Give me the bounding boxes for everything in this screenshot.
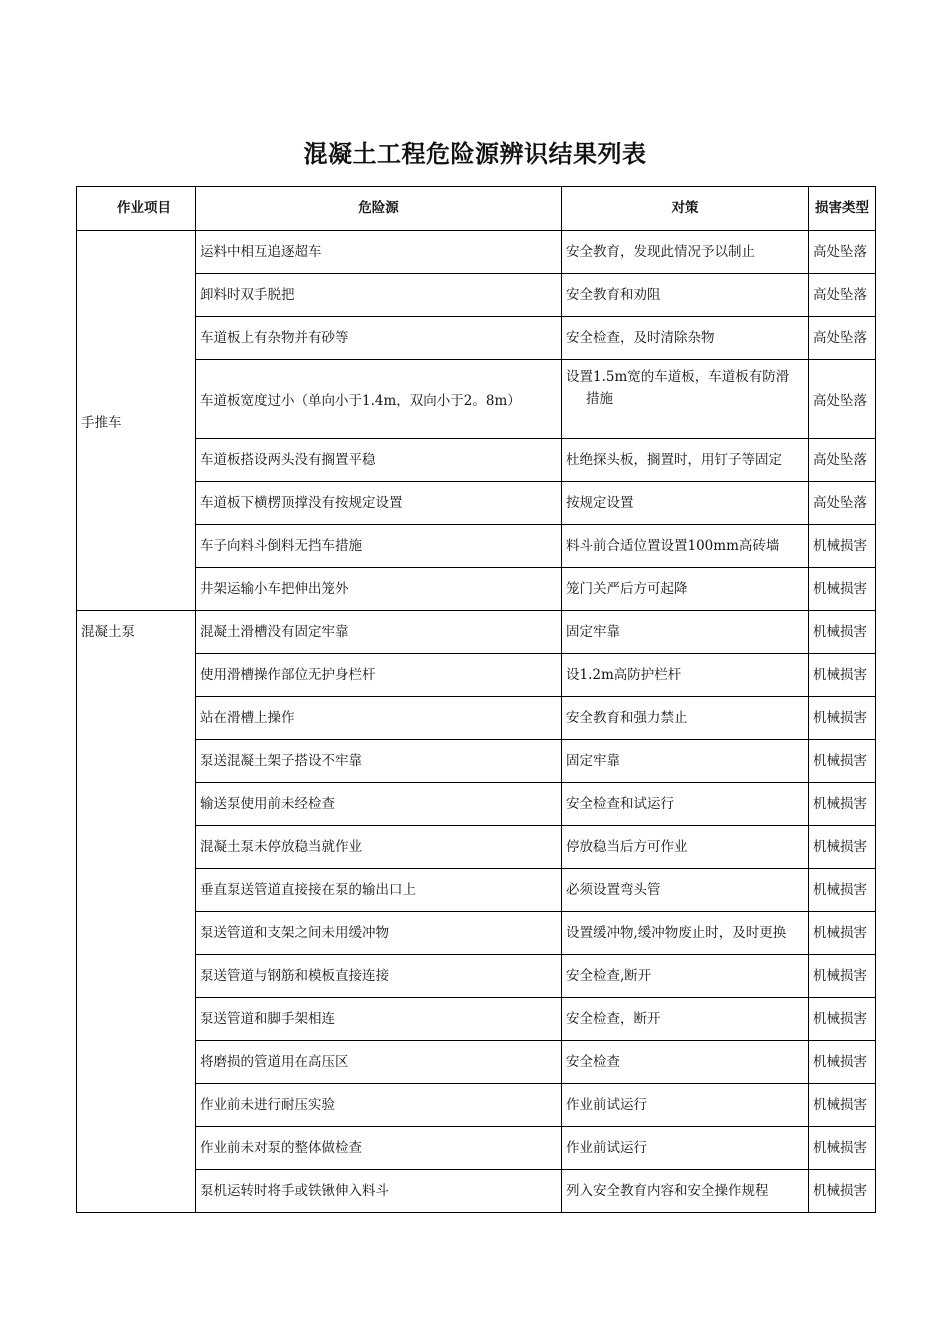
cell-hazard: 运料中相互追逐超车 (196, 231, 562, 274)
table-row (77, 1127, 876, 1170)
cell-measure: 作业前试运行 (562, 1084, 809, 1127)
cell-hazard: 混凝土滑槽没有固定牢靠 (196, 611, 562, 654)
cell-damage-type: 机械损害 (809, 998, 876, 1041)
cell-hazard: 站在滑槽上操作 (196, 697, 562, 740)
cell-hazard: 井架运输小车把伸出笼外 (196, 568, 562, 611)
table-row (77, 654, 876, 697)
header-work-item: 作业项目 (77, 187, 196, 231)
cell-hazard: 混凝土泵未停放稳当就作业 (196, 826, 562, 869)
cell-damage-type: 机械损害 (809, 568, 876, 611)
header-measure: 对策 (562, 187, 809, 231)
cell-damage-type: 机械损害 (809, 869, 876, 912)
table-row (77, 740, 876, 783)
cell-damage-type: 机械损害 (809, 654, 876, 697)
cell-hazard: 卸料时双手脱把 (196, 274, 562, 317)
table-row (77, 998, 876, 1041)
cell-hazard: 垂直泵送管道直接接在泵的输出口上 (196, 869, 562, 912)
table-row (77, 1084, 876, 1127)
cell-damage-type: 机械损害 (809, 1041, 876, 1084)
cell-measure: 作业前试运行 (562, 1127, 809, 1170)
cell-hazard: 车道板搭设两头没有搁置平稳 (196, 439, 562, 482)
table-row (77, 912, 876, 955)
cell-damage-type: 高处坠落 (809, 231, 876, 274)
cell-measure: 固定牢靠 (562, 611, 809, 654)
cell-hazard: 泵送混凝土架子搭设不牢靠 (196, 740, 562, 783)
table-row (77, 525, 876, 568)
cell-measure: 安全检查和试运行 (562, 783, 809, 826)
table-row (77, 568, 876, 611)
cell-measure: 安全检查,断开 (562, 955, 809, 998)
header-hazard: 危险源 (196, 187, 562, 231)
cell-measure: 固定牢靠 (562, 740, 809, 783)
cell-measure: 列入安全教育内容和安全操作规程 (562, 1170, 809, 1213)
cell-hazard: 车道板下横楞顶撑没有按规定设置 (196, 482, 562, 525)
cell-hazard: 作业前未进行耐压实验 (196, 1084, 562, 1127)
table-row (77, 231, 876, 274)
cell-measure: 笼门关严后方可起降 (562, 568, 809, 611)
table-row (77, 826, 876, 869)
cell-measure: 设置缓冲物,缓冲物废止时，及时更换 (562, 912, 809, 955)
table-row (77, 697, 876, 740)
cell-measure: 必须设置弯头管 (562, 869, 809, 912)
cell-hazard: 泵机运转时将手或铁锹伸入料斗 (196, 1170, 562, 1213)
cell-damage-type: 高处坠落 (809, 360, 876, 439)
cell-hazard: 泵送管道和支架之间未用缓冲物 (196, 912, 562, 955)
cell-measure: 安全教育和劝阻 (562, 274, 809, 317)
table-row (77, 274, 876, 317)
table-header-row (77, 187, 876, 231)
table-row (77, 482, 876, 525)
hazard-table (76, 186, 876, 1213)
cell-damage-type: 机械损害 (809, 783, 876, 826)
cell-hazard: 泵送管道与钢筋和模板直接连接 (196, 955, 562, 998)
cell-measure: 安全教育，发现此情况予以制止 (562, 231, 809, 274)
cell-measure (562, 360, 809, 439)
table-row (77, 360, 876, 439)
cell-hazard: 使用滑槽操作部位无护身栏杆 (196, 654, 562, 697)
cell-damage-type: 机械损害 (809, 912, 876, 955)
cell-measure: 安全检查，断开 (562, 998, 809, 1041)
cell-measure: 设1.2m高防护栏杆 (562, 654, 809, 697)
cell-damage-type: 高处坠落 (809, 439, 876, 482)
table-row (77, 439, 876, 482)
cell-measure-line: 设置1.5m宽的车道板，车道板有防滑 (566, 369, 790, 385)
cell-hazard: 输送泵使用前未经检查 (196, 783, 562, 826)
header-damage-type: 损害类型 (809, 187, 876, 231)
cell-damage-type: 机械损害 (809, 697, 876, 740)
cell-hazard: 车道板上有杂物并有砂等 (196, 317, 562, 360)
cell-measure: 安全检查，及时清除杂物 (562, 317, 809, 360)
cell-hazard: 泵送管道和脚手架相连 (196, 998, 562, 1041)
cell-damage-type: 机械损害 (809, 740, 876, 783)
cell-damage-type: 机械损害 (809, 1084, 876, 1127)
table-row (77, 1041, 876, 1084)
cell-hazard: 作业前未对泵的整体做检查 (196, 1127, 562, 1170)
cell-damage-type: 机械损害 (809, 826, 876, 869)
cell-measure-continuation: 措施 (586, 391, 613, 407)
page-title: 混凝土工程危险源辨识结果列表 (303, 140, 647, 168)
cell-hazard: 车子向料斗倒料无挡车措施 (196, 525, 562, 568)
table-row (77, 611, 876, 654)
cell-damage-type: 机械损害 (809, 1127, 876, 1170)
cell-damage-type: 高处坠落 (809, 274, 876, 317)
table-row (77, 955, 876, 998)
cell-damage-type: 机械损害 (809, 611, 876, 654)
cell-damage-type: 高处坠落 (809, 482, 876, 525)
cell-measure: 按规定设置 (562, 482, 809, 525)
cell-damage-type: 机械损害 (809, 525, 876, 568)
cell-hazard: 将磨损的管道用在高压区 (196, 1041, 562, 1084)
table-row (77, 783, 876, 826)
cell-measure: 停放稳当后方可作业 (562, 826, 809, 869)
group-label-cart: 手推车 (77, 231, 196, 611)
cell-measure: 安全检查 (562, 1041, 809, 1084)
cell-damage-type: 机械损害 (809, 1170, 876, 1213)
group-label-concrete-pump: 混凝土泵 (77, 611, 196, 1213)
cell-measure: 杜绝探头板，搁置时，用钉子等固定 (562, 439, 809, 482)
table-row (77, 317, 876, 360)
cell-measure: 安全教育和强力禁止 (562, 697, 809, 740)
cell-damage-type: 机械损害 (809, 955, 876, 998)
table-row (77, 1170, 876, 1213)
table-row (77, 869, 876, 912)
cell-damage-type: 高处坠落 (809, 317, 876, 360)
cell-hazard: 车道板宽度过小（单向小于1.4m，双向小于2。8m） (196, 360, 562, 439)
cell-measure: 料斗前合适位置设置100mm高砖墙 (562, 525, 809, 568)
